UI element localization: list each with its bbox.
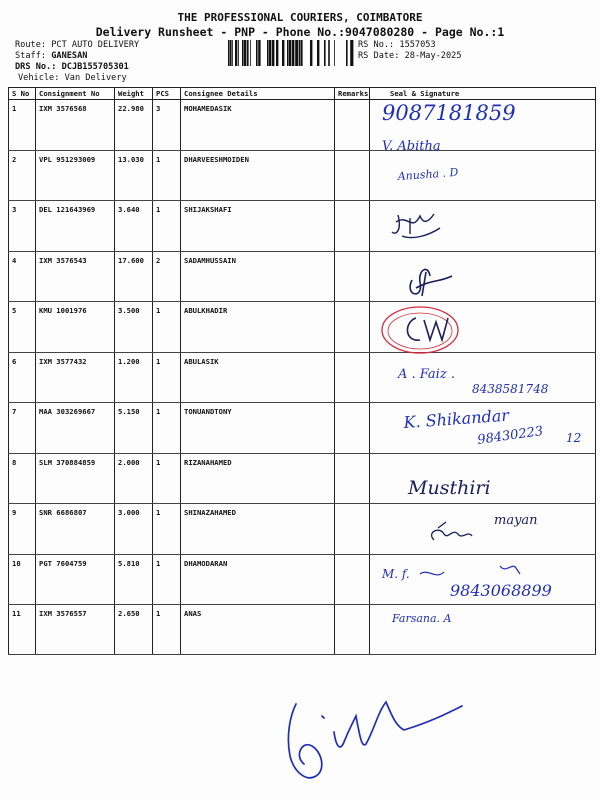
cell-pcs: 3 [153, 100, 181, 151]
cell-weight: 1.200 [115, 352, 153, 403]
cell-pcs: 1 [153, 453, 181, 504]
barcode-bar [259, 40, 261, 66]
cell-pcs: 1 [153, 605, 181, 655]
cell-weight: 3.640 [115, 201, 153, 252]
cell-consignee: ABULKHADIR [181, 302, 335, 353]
cell-consignee: SADAMHUSSAIN [181, 251, 335, 302]
barcode-bar [269, 40, 271, 66]
col-header-remarks: Remarks [335, 88, 370, 100]
rs-date-value: 28-May-2025 [404, 51, 462, 61]
cell-sno: 5 [9, 302, 36, 353]
cell-weight: 13.030 [115, 150, 153, 201]
barcode-bar [267, 40, 269, 66]
barcode-bar [346, 40, 348, 66]
cell-signature [370, 352, 596, 403]
cell-consignment: PGT 7604759 [36, 554, 115, 605]
drs-label: DRS No.: [15, 62, 57, 72]
cell-consignment: MAA 303269667 [36, 403, 115, 454]
company-title: THE PROFESSIONAL COURIERS, COIMBATORE [177, 11, 423, 24]
cell-remarks [335, 403, 370, 454]
route-line [15, 40, 139, 51]
cell-consignment: IXM 3576557 [36, 605, 115, 655]
runsheet-table [8, 87, 596, 655]
rs-no-value: 1557053 [399, 40, 436, 50]
barcode-bar [228, 40, 230, 66]
barcode-bar [276, 40, 278, 66]
signature-row-2b: Anusha . D [397, 165, 459, 183]
barcode-bar [289, 40, 291, 66]
cell-sno: 3 [9, 201, 36, 252]
cell-sno: 9 [9, 504, 36, 555]
cell-remarks [335, 251, 370, 302]
cell-consignee: SHINAZAHAMED [181, 504, 335, 555]
cell-consignment: IXM 3577432 [36, 352, 115, 403]
table-row [9, 100, 596, 151]
cell-remarks [335, 100, 370, 151]
cell-consignment: IXM 3576568 [36, 100, 115, 151]
barcode-bar [287, 40, 289, 66]
cell-consignee: SHIJAKSHAFI [181, 201, 335, 252]
rs-no-line [358, 40, 436, 51]
col-header-consignee: Consignee Details [181, 88, 335, 100]
barcode-bar [242, 40, 244, 66]
cell-weight: 3.500 [115, 302, 153, 353]
table-header-row [9, 88, 596, 100]
barcode-bar [351, 40, 353, 66]
cell-sno: 8 [9, 453, 36, 504]
cell-pcs: 1 [153, 504, 181, 555]
table-row [9, 251, 596, 302]
table-row [9, 352, 596, 403]
cell-signature [370, 100, 596, 151]
cell-consignee: DHAMODARAN [181, 554, 335, 605]
barcode-bar [299, 40, 301, 66]
signature-row-10a: M. f. [382, 567, 410, 581]
barcode-image [228, 40, 354, 66]
cell-signature [370, 403, 596, 454]
barcode-bar [244, 40, 246, 66]
barcode-bar [334, 40, 335, 66]
signature-row-10b: 9843068899 [450, 581, 552, 600]
cell-remarks [335, 504, 370, 555]
signature-row-11: Farsana. A [392, 612, 452, 625]
cell-weight: 5.810 [115, 554, 153, 605]
table-row [9, 201, 596, 252]
signature-row-7c: 12 [566, 431, 582, 445]
signature-large-bottom [288, 702, 462, 778]
cell-signature [370, 201, 596, 252]
cell-weight: 22.980 [115, 100, 153, 151]
staff-line [15, 51, 87, 62]
signature-row-6b: 8438581748 [472, 382, 549, 396]
cell-remarks [335, 453, 370, 504]
signature-row-7a: K. Shikandar [402, 405, 510, 432]
cell-weight: 2.650 [115, 605, 153, 655]
barcode-bar [292, 40, 294, 66]
barcode-bar [232, 40, 233, 66]
table-row [9, 150, 596, 201]
drs-value: DCJB155705301 [61, 62, 129, 72]
cell-consignment: IXM 3576543 [36, 251, 115, 302]
cell-pcs: 1 [153, 201, 181, 252]
barcode-bar [247, 40, 249, 66]
barcode-bar [350, 40, 351, 66]
cell-remarks [335, 201, 370, 252]
cell-consignee: ABULASIK [181, 352, 335, 403]
cell-remarks [335, 605, 370, 655]
barcode-bar [317, 40, 319, 66]
signature-row-8: Musthiri [408, 477, 491, 499]
cell-consignment: DEL 121643969 [36, 201, 115, 252]
table-row [9, 554, 596, 605]
route-value: PCT AUTO DELIVERY [51, 40, 140, 50]
cell-sno: 4 [9, 251, 36, 302]
cell-pcs: 1 [153, 403, 181, 454]
cell-sno: 1 [9, 100, 36, 151]
cell-pcs: 1 [153, 352, 181, 403]
runsheet-subtitle: Delivery Runsheet - PNP - Phone No.:9047080280 - Page No.:1 [95, 25, 505, 39]
staff-label: Staff: [15, 51, 47, 61]
cell-consignee: ANAS [181, 605, 335, 655]
barcode-bar [301, 40, 303, 66]
barcode-bar [272, 40, 274, 66]
rs-no-label: RS No.: [358, 40, 395, 50]
cell-consignment: SNR 6686807 [36, 504, 115, 555]
cell-pcs: 1 [153, 150, 181, 201]
barcode-bar [329, 40, 330, 66]
cell-sno: 7 [9, 403, 36, 454]
barcode-bar [238, 40, 239, 66]
cell-weight: 2.000 [115, 453, 153, 504]
barcode-bar [235, 40, 237, 66]
cell-consignee: TONUANDTONY [181, 403, 335, 454]
vehicle-label: Vehicle: [18, 73, 60, 83]
cell-signature [370, 605, 596, 655]
signature-row-6a: A . Faiz . [398, 367, 455, 382]
barcode-bar [328, 40, 329, 66]
rs-date-line [358, 51, 462, 62]
cell-signature [370, 251, 596, 302]
cell-sno: 11 [9, 605, 36, 655]
cell-sno: 10 [9, 554, 36, 605]
cell-signature [370, 554, 596, 605]
cell-consignment: KMU 1001976 [36, 302, 115, 353]
col-header-signature: Seal & Signature [370, 88, 596, 100]
cell-signature [370, 150, 596, 201]
barcode-bar [230, 40, 232, 66]
route-label: Route: [15, 40, 47, 50]
cell-pcs: 1 [153, 302, 181, 353]
cell-weight: 17.600 [115, 251, 153, 302]
cell-consignment: VPL 951293009 [36, 150, 115, 201]
col-header-consignment: Consignment No [36, 88, 115, 100]
barcode-bar [250, 40, 251, 66]
signature-row-9: mayan [494, 513, 538, 528]
cell-consignee: RIZANAHAMED [181, 453, 335, 504]
cell-weight: 5.150 [115, 403, 153, 454]
signature-row-2a: V. Abitha [382, 139, 441, 154]
table-row [9, 403, 596, 454]
table-row [9, 605, 596, 655]
cell-pcs: 2 [153, 251, 181, 302]
cell-weight: 3.000 [115, 504, 153, 555]
barcode-bar [295, 40, 296, 66]
cell-signature [370, 302, 596, 353]
table-row [9, 504, 596, 555]
cell-remarks [335, 150, 370, 201]
rs-date-label: RS Date: [358, 51, 400, 61]
cell-remarks [335, 554, 370, 605]
cell-signature [370, 453, 596, 504]
table-row [9, 453, 596, 504]
cell-sno: 6 [9, 352, 36, 403]
cell-remarks [335, 302, 370, 353]
cell-remarks [335, 352, 370, 403]
col-header-weight: Weight [115, 88, 153, 100]
table-row [9, 302, 596, 353]
col-header-pcs: PCS [153, 88, 181, 100]
barcode-bar [324, 40, 326, 66]
cell-signature [370, 504, 596, 555]
cell-sno: 2 [9, 150, 36, 201]
barcode-bar [310, 40, 312, 66]
barcode-bar [282, 40, 284, 66]
cell-consignee: MOHAMEDASIK [181, 100, 335, 151]
cell-pcs: 1 [153, 554, 181, 605]
col-header-sno: S No [9, 88, 36, 100]
barcode-bar [296, 40, 298, 66]
signature-row-1: 9087181859 [382, 101, 516, 125]
cell-consignment: SLM 370884859 [36, 453, 115, 504]
barcode-bar [258, 40, 259, 66]
cell-consignee: DHARVEESHMOIDEN [181, 150, 335, 201]
signature-row-7b: 98430223 [476, 423, 545, 448]
barcode-bar [256, 40, 258, 66]
staff-value: GANESAN [51, 51, 88, 61]
drs-line [15, 62, 129, 73]
vehicle-line [18, 73, 127, 84]
vehicle-value: Van Delivery [64, 73, 127, 83]
